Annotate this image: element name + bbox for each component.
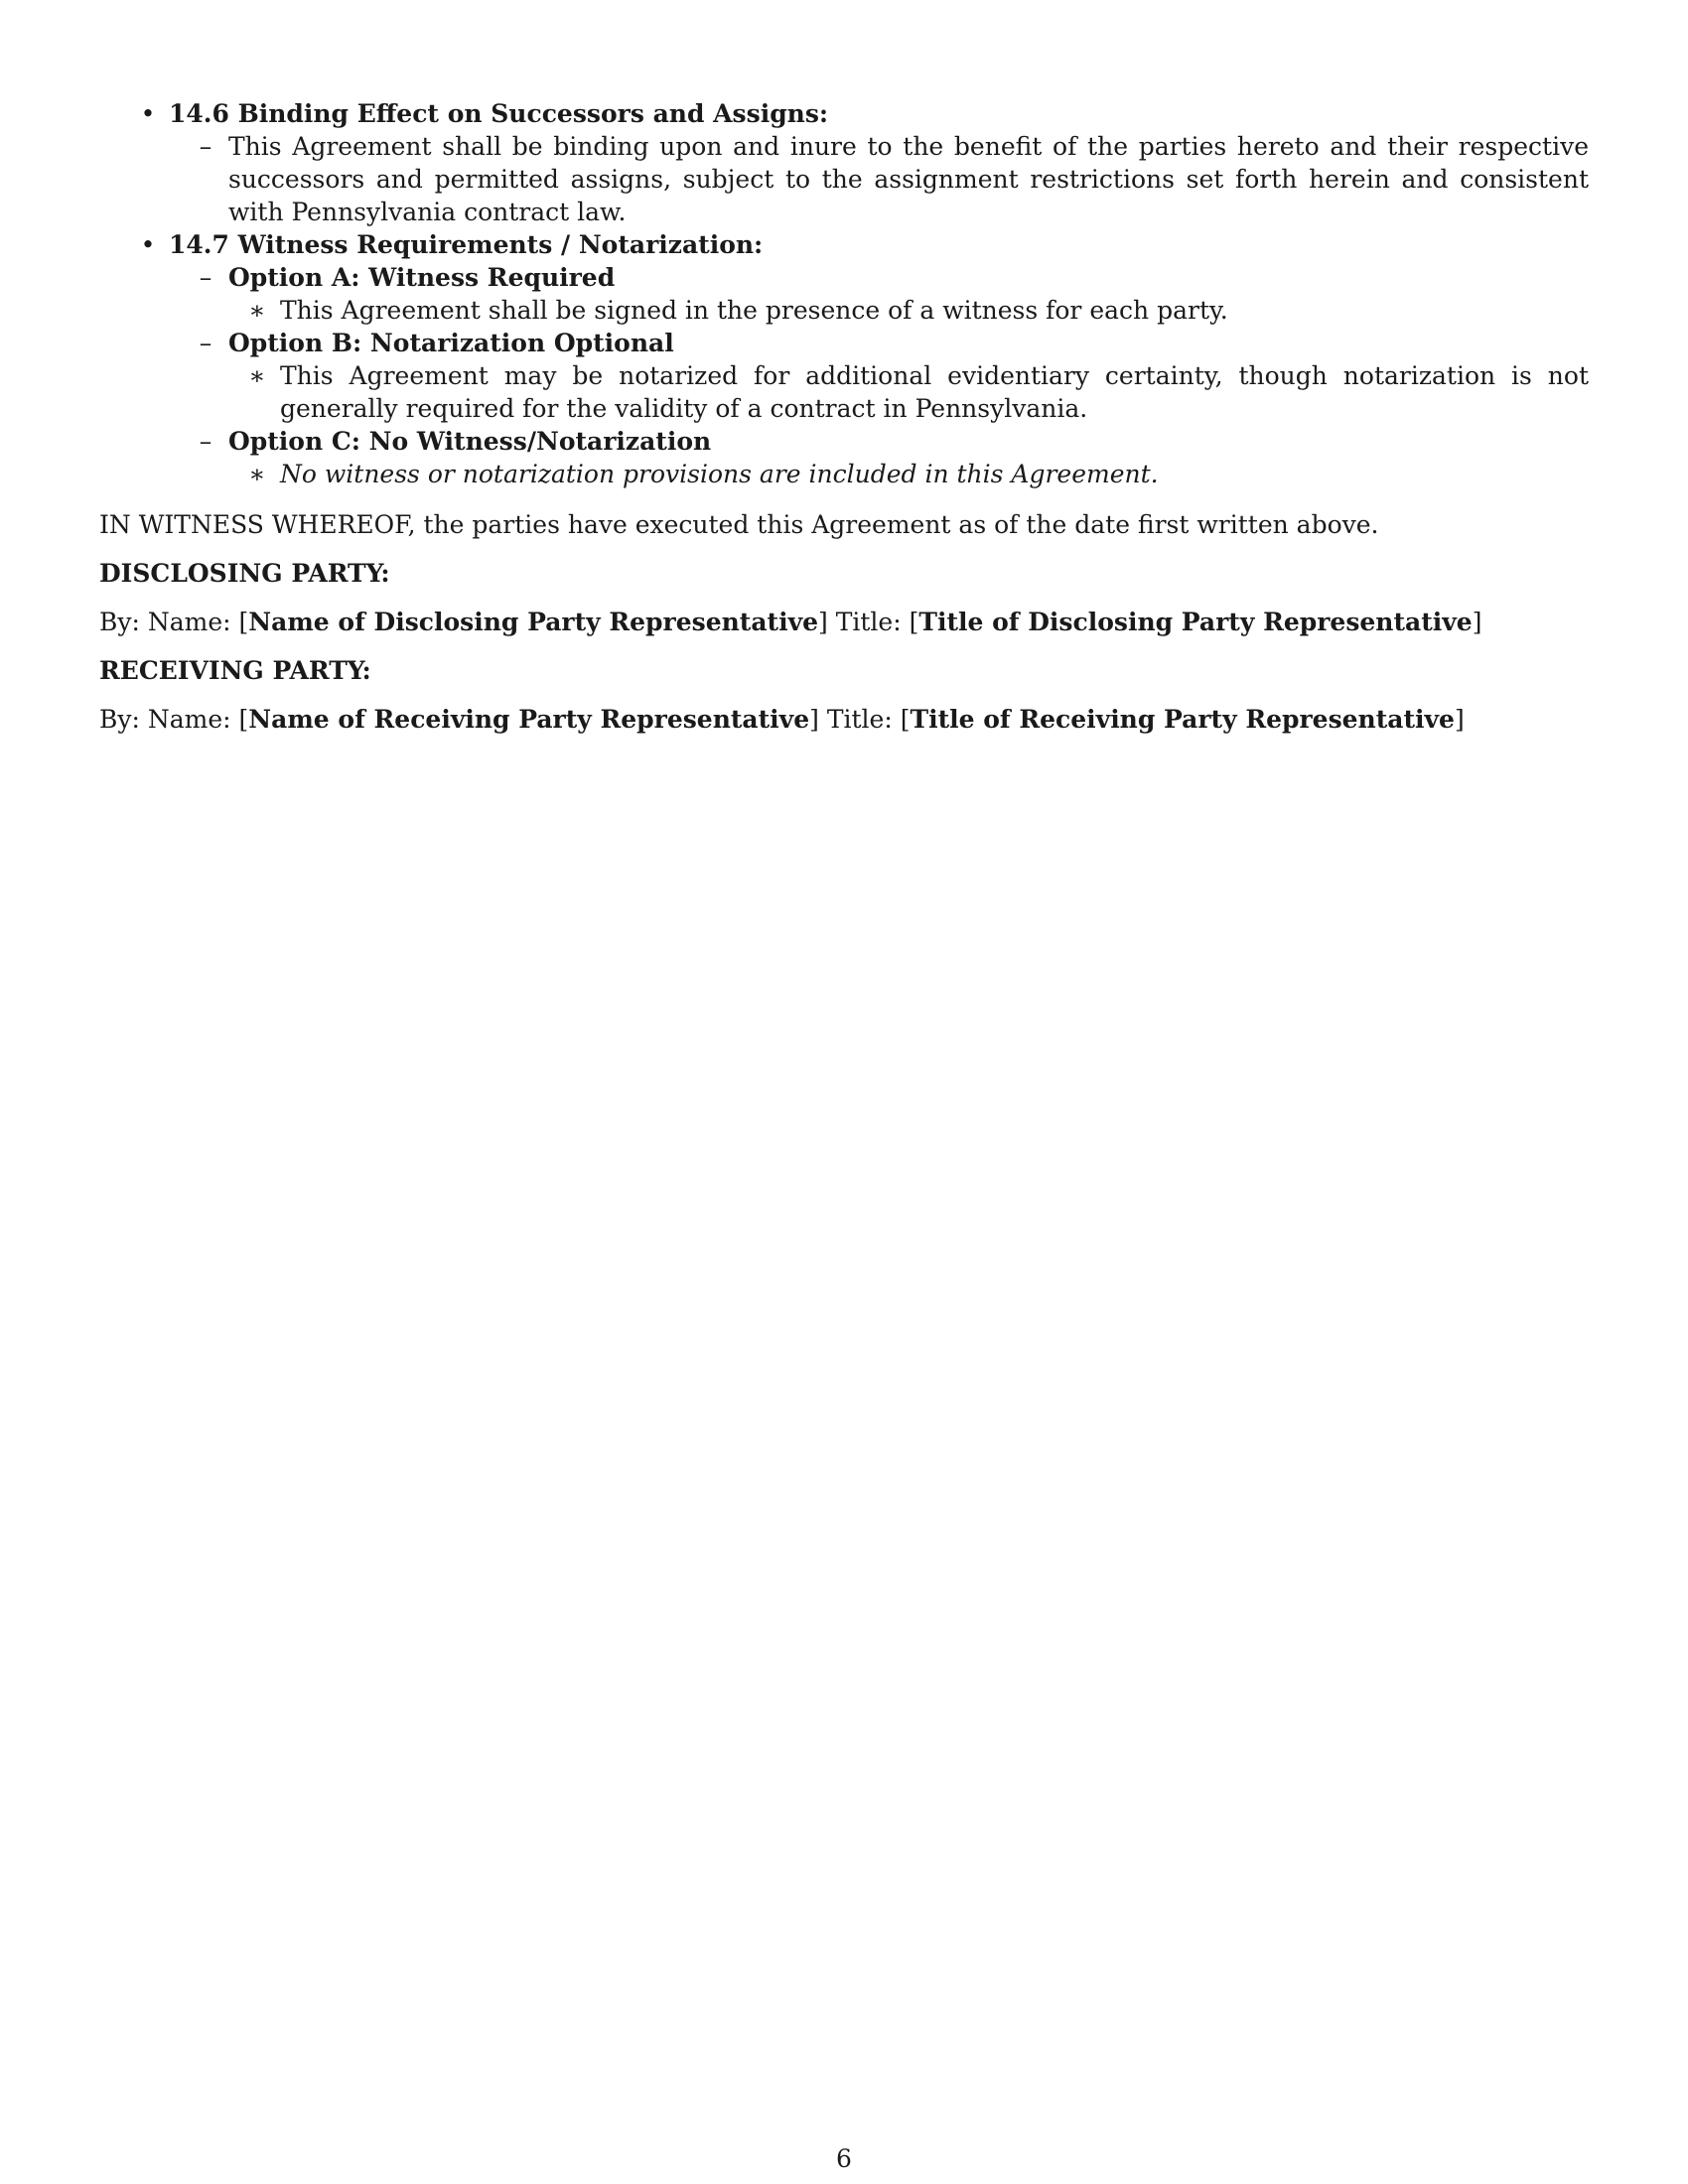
disclosing-party-heading: DISCLOSING PARTY:	[99, 559, 390, 588]
section-heading: 14.6 Binding Effect on Successors and Assigns:	[169, 99, 829, 128]
section-14-7	[99, 228, 1589, 490]
title-placeholder: Title of Disclosing Party Representative	[918, 608, 1473, 636]
option-b	[169, 327, 1589, 425]
dash-marker: –	[199, 329, 212, 357]
document-page	[99, 97, 1589, 736]
closing-bracket: ]	[1454, 705, 1465, 734]
star-marker: ∗	[248, 296, 266, 325]
list-item-text: This Agreement shall be binding upon and inure to the benefit of the parties hereto and their respective successors and permitted assigns, subject to the assignment restrictions set forth herein and consistent with Pennsylvania contract law.	[228, 132, 1589, 226]
option-a	[169, 261, 1589, 327]
bullet-marker: •	[140, 230, 156, 259]
list-item-text: This Agreement may be notarized for additional evidentiary certainty, though notarization is not generally required for the validity of a contract in Pennsylvania.	[280, 361, 1589, 423]
list-item-text: This Agreement shall be signed in the presence of a witness for each party.	[280, 296, 1228, 325]
by-name-prefix: By: Name: [	[99, 608, 249, 636]
dash-marker: –	[199, 263, 212, 292]
title-prefix: ] Title: [	[818, 608, 919, 636]
option-label: Option B: Notarization Optional	[228, 329, 674, 357]
option-detail-list	[228, 458, 1589, 490]
witness-clause: IN WITNESS WHEREOF, the parties have executed this Agreement as of the date first written above.	[99, 510, 1379, 539]
dash-marker: –	[199, 132, 212, 161]
closing-bracket: ]	[1472, 608, 1482, 636]
star-marker: ∗	[248, 460, 266, 488]
option-list	[169, 261, 1589, 490]
subsection-list	[169, 130, 1589, 228]
receiving-party-heading: RECEIVING PARTY:	[99, 656, 371, 685]
name-placeholder: Name of Disclosing Party Representative	[248, 608, 818, 636]
section-14-6	[99, 97, 1589, 228]
name-placeholder: Name of Receiving Party Representative	[248, 705, 810, 734]
title-prefix: ] Title: [	[809, 705, 911, 734]
disclosing-signature-line	[99, 606, 1589, 638]
dash-marker: –	[199, 427, 212, 456]
option-label: Option C: No Witness/Notarization	[228, 427, 712, 456]
bullet-marker: •	[140, 99, 156, 128]
list-item	[228, 458, 1589, 490]
receiving-signature-line	[99, 703, 1589, 736]
option-detail-list	[228, 359, 1589, 425]
list-item	[228, 359, 1589, 425]
list-item-text: No witness or notarization provisions are included in this Agreement.	[280, 460, 1159, 488]
option-label: Option A: Witness Required	[228, 263, 616, 292]
star-marker: ∗	[248, 361, 266, 390]
page-number: 6	[836, 2144, 852, 2173]
section-heading: 14.7 Witness Requirements / Notarization:	[169, 230, 764, 259]
section-list	[99, 97, 1589, 490]
list-item	[228, 294, 1589, 327]
option-c	[169, 425, 1589, 490]
list-item	[169, 130, 1589, 228]
option-detail-list	[228, 294, 1589, 327]
by-name-prefix: By: Name: [	[99, 705, 249, 734]
title-placeholder: Title of Receiving Party Representative	[910, 705, 1455, 734]
